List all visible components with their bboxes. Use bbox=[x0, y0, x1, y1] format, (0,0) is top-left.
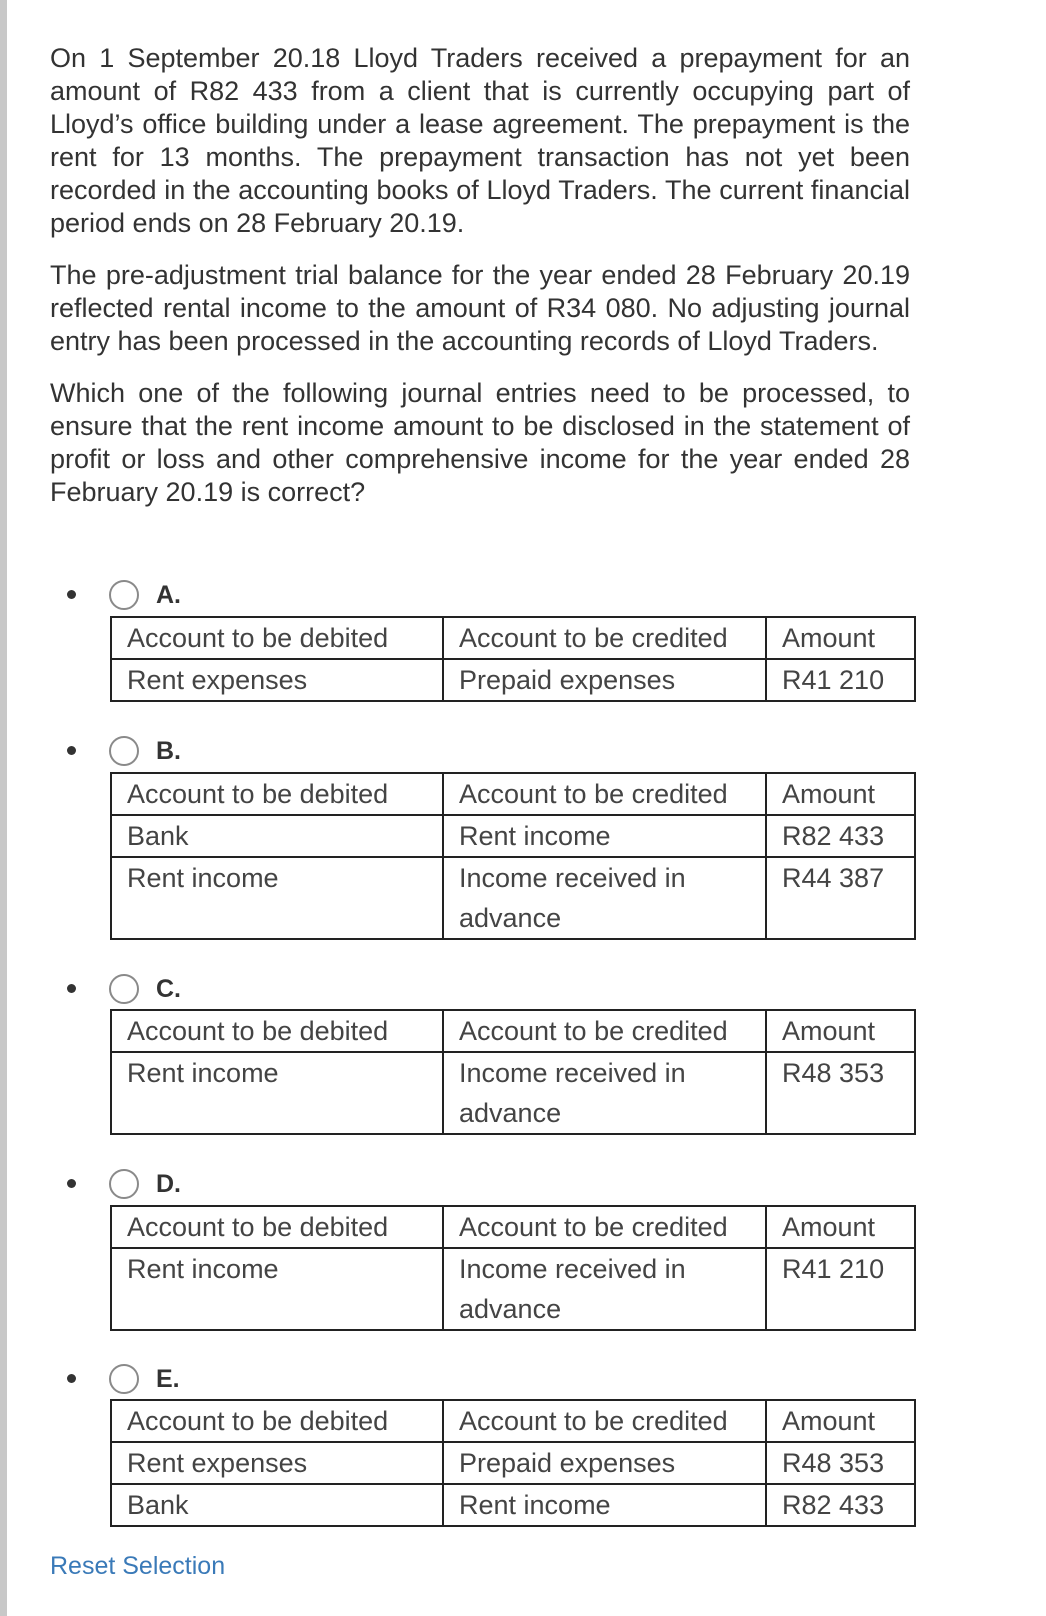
question-paragraph-2: The pre-adjustment trial balance for the year ended 28 February 20.19 reflected rental income to the amount of R34 080. No adjusting journal entry has been processed in the accounting records of Lloyd Traders. bbox=[50, 260, 910, 356]
debit-cell: Rent expenses bbox=[111, 1442, 443, 1484]
question-text bbox=[50, 42, 910, 528]
debit-cell: Bank bbox=[111, 815, 443, 857]
left-border-bar bbox=[0, 0, 7, 1616]
debit-cell: Rent income bbox=[111, 1052, 443, 1134]
debit-cell: Rent income bbox=[111, 1248, 443, 1330]
option-a-label: A. bbox=[156, 581, 181, 609]
amount-cell: R48 353 bbox=[766, 1052, 915, 1134]
header-amount: Amount bbox=[766, 1400, 915, 1442]
header-credited: Account to be credited bbox=[443, 1010, 766, 1052]
table-header-row bbox=[111, 773, 915, 815]
header-credited: Account to be credited bbox=[443, 773, 766, 815]
option-d-radio[interactable] bbox=[109, 1169, 139, 1199]
table-row bbox=[111, 1248, 915, 1330]
table-header-row bbox=[111, 1206, 915, 1248]
option-c-radio[interactable] bbox=[109, 974, 139, 1004]
option-e-table bbox=[110, 1399, 916, 1527]
option-a-radio[interactable] bbox=[109, 580, 139, 610]
table-row bbox=[111, 659, 915, 701]
question-paragraph-3: Which one of the following journal entries need to be processed, to ensure that the rent income amount to be disclosed in the statement of profit or loss and other comprehensive income for the year ended 28 February 20.19 is correct? bbox=[50, 378, 910, 507]
bullet-icon bbox=[67, 746, 76, 755]
bullet-icon bbox=[67, 984, 76, 993]
header-amount: Amount bbox=[766, 773, 915, 815]
option-b-label: B. bbox=[156, 737, 181, 765]
header-amount: Amount bbox=[766, 1206, 915, 1248]
header-debited: Account to be debited bbox=[111, 1400, 443, 1442]
debit-cell: Rent income bbox=[111, 857, 443, 939]
header-debited: Account to be debited bbox=[111, 773, 443, 815]
option-e-label: E. bbox=[156, 1365, 180, 1393]
table-row bbox=[111, 815, 915, 857]
table-header-row bbox=[111, 1010, 915, 1052]
table-row bbox=[111, 1484, 915, 1526]
option-b-table bbox=[110, 772, 916, 940]
header-credited: Account to be credited bbox=[443, 1400, 766, 1442]
option-c-label: C. bbox=[156, 975, 181, 1003]
amount-cell: R41 210 bbox=[766, 1248, 915, 1330]
debit-cell: Rent expenses bbox=[111, 659, 443, 701]
credit-cell: Income received in advance bbox=[443, 1248, 766, 1330]
header-debited: Account to be debited bbox=[111, 1206, 443, 1248]
header-credited: Account to be credited bbox=[443, 617, 766, 659]
bullet-icon bbox=[67, 1374, 76, 1383]
debit-cell: Bank bbox=[111, 1484, 443, 1526]
amount-cell: R82 433 bbox=[766, 815, 915, 857]
credit-cell: Rent income bbox=[443, 1484, 766, 1526]
header-credited: Account to be credited bbox=[443, 1206, 766, 1248]
credit-cell: Prepaid expenses bbox=[443, 1442, 766, 1484]
option-b-radio[interactable] bbox=[109, 736, 139, 766]
reset-selection-link[interactable]: Reset Selection bbox=[50, 1552, 226, 1580]
credit-cell: Income received in advance bbox=[443, 857, 766, 939]
bullet-icon bbox=[67, 1179, 76, 1188]
bullet-icon bbox=[67, 590, 76, 599]
header-debited: Account to be debited bbox=[111, 617, 443, 659]
credit-cell: Income received in advance bbox=[443, 1052, 766, 1134]
amount-cell: R44 387 bbox=[766, 857, 915, 939]
header-amount: Amount bbox=[766, 1010, 915, 1052]
credit-cell: Rent income bbox=[443, 815, 766, 857]
amount-cell: R82 433 bbox=[766, 1484, 915, 1526]
option-e-radio[interactable] bbox=[109, 1364, 139, 1394]
credit-cell: Prepaid expenses bbox=[443, 659, 766, 701]
table-header-row bbox=[111, 1400, 915, 1442]
header-debited: Account to be debited bbox=[111, 1010, 443, 1052]
option-c-table bbox=[110, 1009, 916, 1135]
question-paragraph-1: On 1 September 20.18 Lloyd Traders received a prepayment for an amount of R82 433 from a client that is currently occupying part of Lloyd’s office building under a lease agreement. The prepayment is the rent for 13 months. The prepayment transaction has not yet been recorded in the accounting books of Lloyd Traders. The current financial period ends on 28 February 20.19. bbox=[50, 43, 910, 238]
option-a-table bbox=[110, 616, 916, 702]
header-amount: Amount bbox=[766, 617, 915, 659]
amount-cell: R48 353 bbox=[766, 1442, 915, 1484]
table-row bbox=[111, 1052, 915, 1134]
table-row bbox=[111, 1442, 915, 1484]
amount-cell: R41 210 bbox=[766, 659, 915, 701]
option-d-table bbox=[110, 1205, 916, 1331]
table-header-row bbox=[111, 617, 915, 659]
table-row bbox=[111, 857, 915, 939]
option-d-label: D. bbox=[156, 1170, 181, 1198]
